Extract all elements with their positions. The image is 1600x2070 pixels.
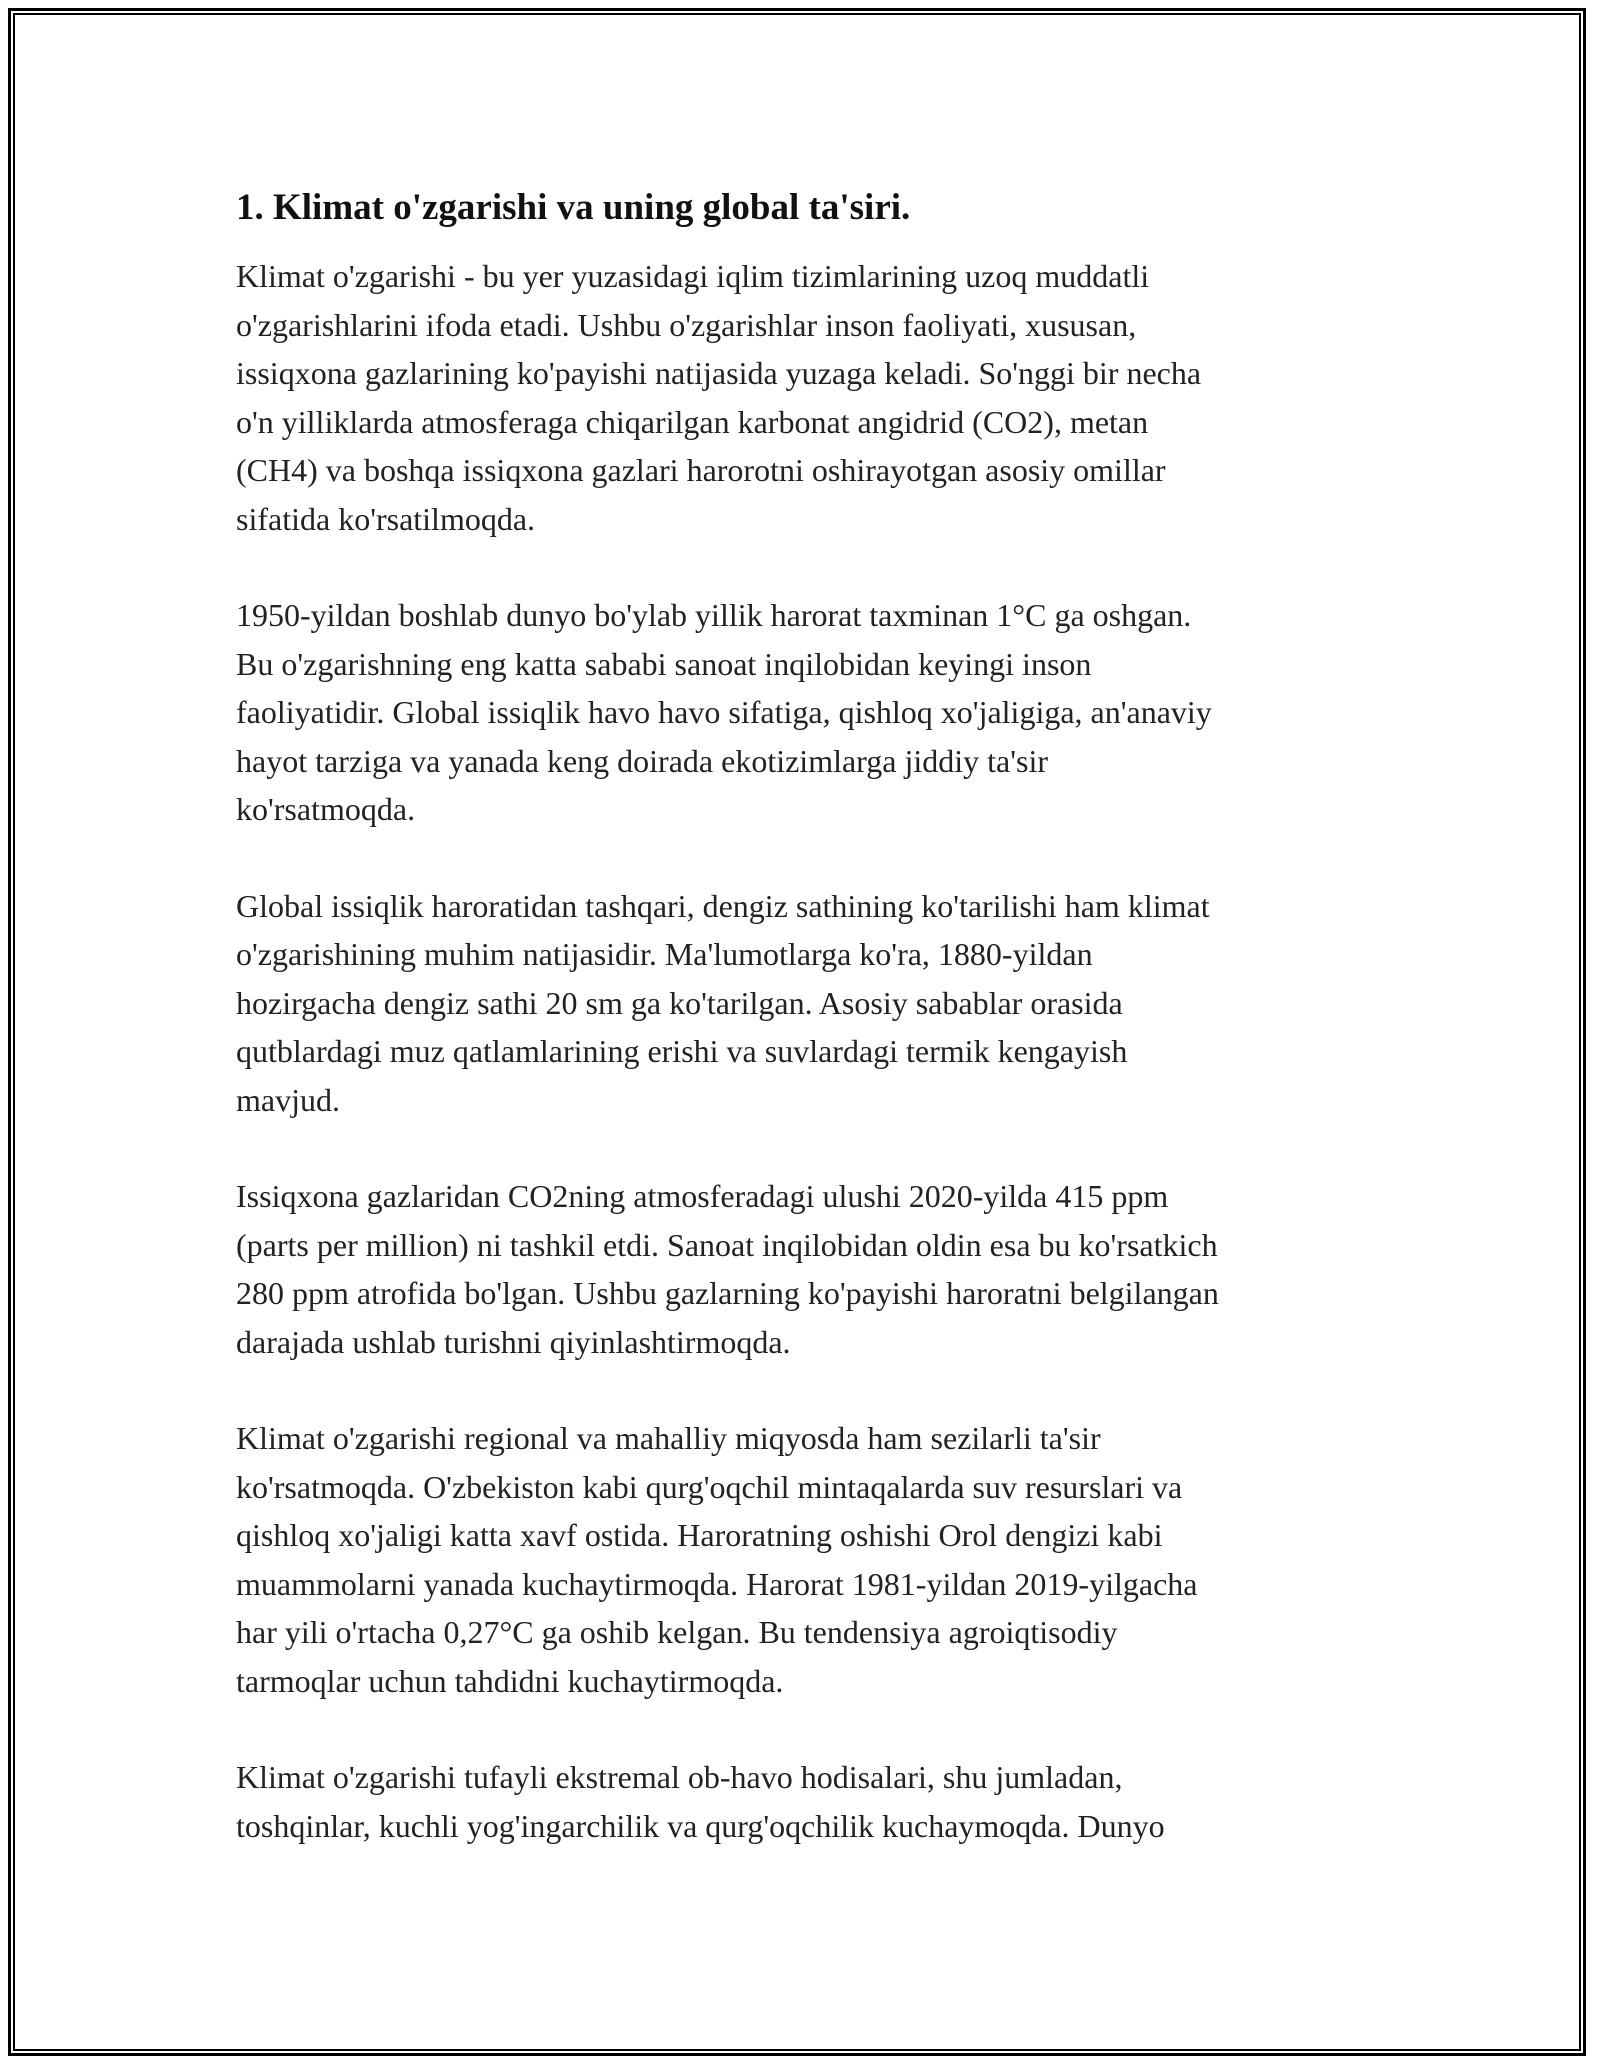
paragraph-3: Global issiqlik haroratidan tashqari, dengiz sathining ko'tarilishi ham klimat o'zgarishining muhim natijasidir. Ma'lumotlarga ko'ra, 1880-yildan hozirgacha dengiz sathi 20 sm ga ko'tarilgan. Asosiy sabablar orasida qutblardagi muz qatlamlarining erishi va suvlardagi termik kengayish mavjud. — [236, 887, 1210, 1118]
paragraph-4: Issiqxona gazlaridan CO2ning atmosferadagi ulushi 2020-yilda 415 ppm (parts per million) ni tashkil etdi. Sanoat inqilobidan oldin esa bu ko'rsatkich 280 ppm atrofida bo'lgan. Ushbu gazlarning ko'payishi haroratni belgilangan darajada ushlab turishni qiyinlashtirmoqda. — [236, 1178, 1219, 1360]
paragraph-6: Klimat o'zgarishi tufayli ekstremal ob-havo hodisalari, shu jumladan, toshqinlar, kuchli yog'ingarchilik va qurg'oqchilik kuchaymoqda. Dunyo — [236, 1759, 1165, 1844]
paragraph-1: Klimat o'zgarishi - bu yer yuzasidagi iqlim tizimlarining uzoq muddatli o'zgarishlarini ifoda etadi. Ushbu o'zgarishlar inson faoliyati, xususan, issiqxona gazlarining ko'payishi natijasida yuzaga keladi. So'nggi bir necha o'n yilliklarda atmosferaga chiqarilgan karbonat angidrid (CO2), metan (CH4) va boshqa issiqxona gazlari harorotni oshirayotgan asosiy omillar sifatida ko'rsatilmoqda. — [236, 258, 1202, 537]
paragraph-5: Klimat o'zgarishi regional va mahalliy miqyosda ham sezilarli ta'sir ko'rsatmoqda. O'zbekiston kabi qurg'oqchil mintaqalarda suv resurslari va qishloq xo'jaligi katta xavf ostida. Haroratning oshishi Orol dengizi kabi muammolarni yanada kuchaytirmoqda. Harorat 1981-yildan 2019-yilgacha har yili o'rtacha 0,27°C ga oshib kelgan. Bu tendensiya agroiqtisodiy tarmoqlar uchun tahdidni kuchaytirmoqda. — [236, 1420, 1198, 1699]
section-title: 1. Klimat o'zgarishi va uning global ta'siri. — [236, 187, 911, 228]
document-body — [236, 186, 1376, 1898]
paragraph-2: 1950-yildan boshlab dunyo bo'ylab yillik harorat taxminan 1°C ga oshgan. Bu o'zgarishning eng katta sababi sanoat inqilobidan keyingi inson faoliyatidir. Global issiqlik havo havo sifatiga, qishloq xo'jaligiga, an'anaviy hayot tarziga va yanada keng doirada ekotizimlarga jiddiy ta'sir ko'rsatmoqda. — [236, 597, 1212, 828]
